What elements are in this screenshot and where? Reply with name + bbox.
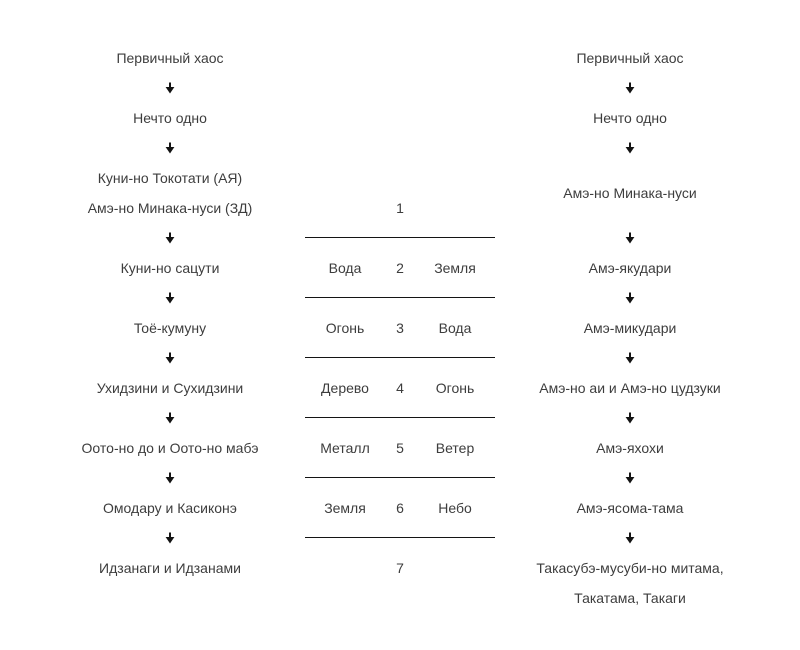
- element-left-cell: Дерево: [321, 379, 369, 396]
- left-chain: [40, 43, 300, 583]
- table-row: [305, 538, 495, 598]
- chain-node: Первичный хаос: [576, 50, 684, 66]
- element-right-cell: Ветер: [435, 439, 475, 456]
- stage-number: 4: [396, 379, 404, 396]
- table-row: [305, 178, 495, 238]
- table-row: [305, 478, 495, 538]
- down-arrow-icon: [165, 343, 175, 373]
- down-arrow-icon: [165, 283, 175, 313]
- chain-node: Тоё-кумуну: [133, 320, 207, 336]
- chain-node: Первичный хаос: [116, 50, 224, 66]
- element-left-cell: Огонь: [325, 319, 365, 336]
- chain-node: Нечто одно: [593, 110, 667, 126]
- stage-number: 2: [396, 259, 404, 276]
- stage-number: 5: [396, 439, 404, 456]
- chain-node: Амэ-но аи и Амэ-но цудзуки: [539, 380, 721, 396]
- chain-node: Куни-но сацути: [120, 260, 220, 276]
- chain-node: Такатама, Такаги: [574, 590, 686, 606]
- table-row: [305, 298, 495, 358]
- down-arrow-icon: [625, 523, 635, 553]
- stage-number: 6: [396, 499, 404, 516]
- chain-node: Амэ-но Минака-нуси (ЗД): [87, 200, 253, 216]
- down-arrow-icon: [625, 223, 635, 253]
- chain-node: Нечто одно: [133, 110, 207, 126]
- element-left-cell: Земля: [324, 499, 366, 516]
- stage-number: 7: [396, 560, 404, 576]
- element-left-cell: Вода: [328, 259, 362, 276]
- down-arrow-icon: [165, 133, 175, 163]
- down-arrow-icon: [165, 463, 175, 493]
- stage-number: 3: [396, 319, 404, 336]
- right-chain: [500, 43, 760, 613]
- element-right-cell: Огонь: [435, 379, 475, 396]
- table-row: [305, 358, 495, 418]
- chain-node: Амэ-яхохи: [596, 440, 664, 456]
- chain-node: Амэ-якудари: [588, 260, 672, 276]
- element-right-cell: Вода: [438, 319, 472, 336]
- chain-node: Амэ-ясома-тама: [576, 500, 684, 516]
- down-arrow-icon: [625, 343, 635, 373]
- chain-node: Ухидзини и Сухидзини: [96, 380, 244, 396]
- down-arrow-icon: [625, 133, 635, 163]
- chain-node: Амэ-но Минака-нуси: [563, 185, 697, 201]
- element-right-cell: Земля: [434, 259, 476, 276]
- down-arrow-icon: [625, 463, 635, 493]
- chain-node: Идзанаги и Идзанами: [99, 560, 241, 576]
- chain-node: Омодару и Касиконэ: [103, 500, 237, 516]
- stage-number: 1: [396, 199, 404, 216]
- table-row: [305, 418, 495, 478]
- element-left-cell: Металл: [320, 439, 370, 456]
- down-arrow-icon: [165, 403, 175, 433]
- chain-node: Оото-но до и Оото-но мабэ: [81, 440, 259, 456]
- down-arrow-icon: [165, 523, 175, 553]
- down-arrow-icon: [625, 283, 635, 313]
- element-right-cell: Небо: [438, 499, 472, 516]
- chain-node: Куни-но Токотати (АЯ): [97, 170, 243, 186]
- down-arrow-icon: [625, 403, 635, 433]
- elements-table: [305, 178, 495, 598]
- chain-node: Амэ-микудари: [583, 320, 677, 336]
- down-arrow-icon: [625, 73, 635, 103]
- down-arrow-icon: [165, 73, 175, 103]
- table-row: [305, 238, 495, 298]
- down-arrow-icon: [165, 223, 175, 253]
- chain-node: Такасубэ-мусуби-но митама,: [536, 560, 724, 576]
